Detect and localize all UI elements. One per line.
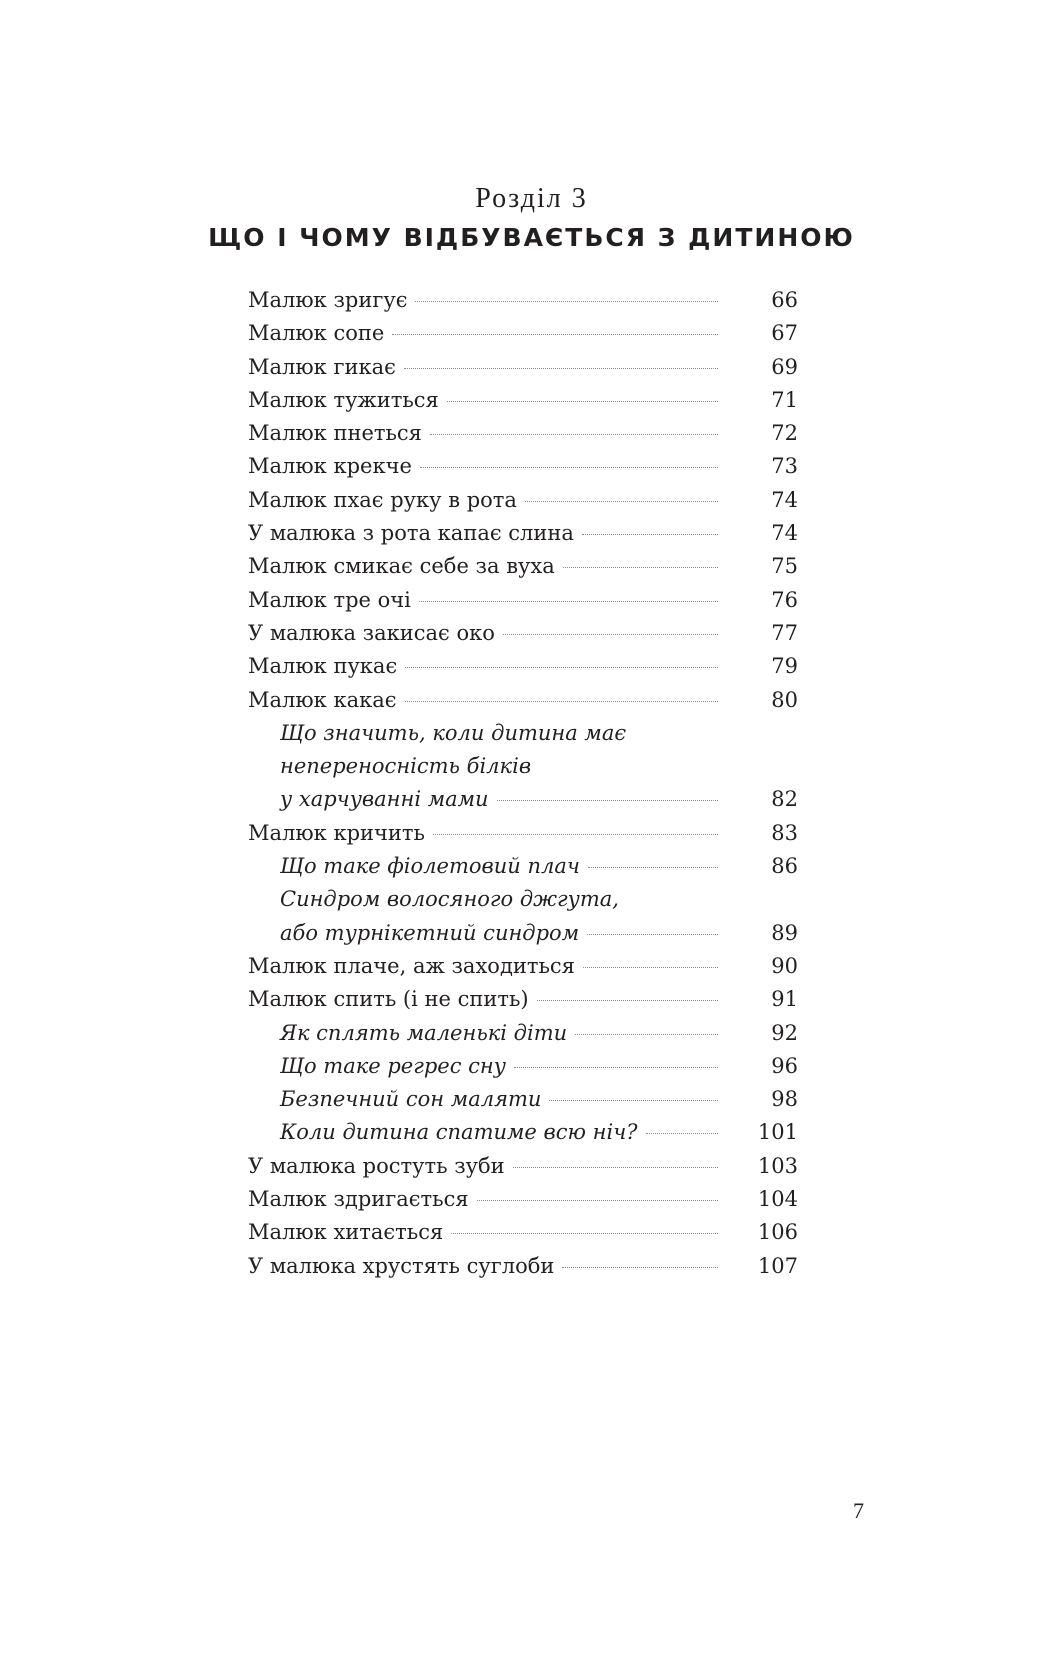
toc-entry: [248, 1150, 798, 1183]
toc-entry-page: 71: [771, 387, 798, 412]
toc-entry-title: Малюк тужиться: [248, 387, 439, 412]
dot-leader: [503, 634, 718, 635]
toc-subentry: [248, 717, 798, 750]
chapter-title: ЩО І ЧОМУ ВІДБУВАЄТЬСЯ З ДИТИНОЮ: [208, 223, 855, 252]
toc-entry-title: Малюк сопе: [248, 321, 385, 346]
toc-subentry: [248, 783, 798, 816]
toc-subentry: [248, 1083, 798, 1116]
toc-entry: [248, 584, 798, 617]
toc-entry: [248, 817, 798, 850]
toc-entry-title: Як сплять маленькі діти: [280, 1020, 568, 1045]
toc-entry-page: 96: [771, 1053, 798, 1078]
toc-entry-page: 76: [771, 587, 798, 612]
dot-leader: [588, 867, 718, 868]
toc-entry-page: 86: [771, 854, 798, 879]
toc-entry-page: 73: [771, 454, 798, 479]
toc-entry: [248, 484, 798, 517]
toc-entry-title: Малюк смикає себе за вуха: [248, 554, 555, 579]
toc-entry-page: 74: [771, 487, 798, 512]
toc-entry: [248, 517, 798, 550]
toc-entry-title: Синдром волосяного джгута,: [280, 887, 619, 912]
dot-leader: [451, 1233, 718, 1234]
dot-leader: [513, 1167, 718, 1168]
toc-entry-page: 77: [771, 620, 798, 645]
dot-leader: [497, 800, 718, 801]
dot-leader: [537, 1000, 718, 1001]
toc-entry: [248, 351, 798, 384]
toc-entry: [248, 284, 798, 317]
toc-entry-page: 103: [757, 1153, 798, 1178]
toc-subentry: [248, 850, 798, 883]
dot-leader: [562, 1267, 718, 1268]
toc-entry-page: 90: [771, 953, 798, 978]
dot-leader: [392, 334, 718, 335]
toc-entry: [248, 617, 798, 650]
toc-entry-page: 79: [771, 654, 798, 679]
dot-leader: [447, 401, 718, 402]
dot-leader: [419, 601, 718, 602]
toc-entry-page: 107: [757, 1253, 798, 1278]
toc-entry-page: 83: [771, 820, 798, 845]
toc-entry-page: 75: [771, 554, 798, 579]
dot-leader: [405, 667, 718, 668]
dot-leader: [583, 967, 718, 968]
dot-leader: [477, 1200, 718, 1201]
dot-leader: [582, 534, 718, 535]
dot-leader: [525, 501, 718, 502]
page-number: 7: [853, 1498, 864, 1523]
toc-entry-title: Малюк пнеться: [248, 421, 422, 446]
dot-leader: [646, 1133, 718, 1134]
toc-entry-page: 69: [771, 354, 798, 379]
toc-entry-page: 91: [771, 987, 798, 1012]
toc-entry-title: Малюк крекче: [248, 454, 412, 479]
toc-subentry: [248, 1017, 798, 1050]
dot-leader: [587, 934, 718, 935]
toc-entry-page: 98: [771, 1087, 798, 1112]
dot-leader: [404, 368, 718, 369]
toc-entry-title: Малюк гикає: [248, 354, 396, 379]
dot-leader: [415, 301, 718, 302]
toc-entry-title: у харчуванні мами: [280, 787, 489, 812]
toc-entry-title: Малюк кричить: [248, 820, 425, 845]
dot-leader: [433, 834, 718, 835]
toc-subentry: [248, 1050, 798, 1083]
dot-leader: [563, 567, 718, 568]
toc-subentry: [248, 883, 798, 916]
toc-entry-title: Що значить, коли дитина має: [280, 720, 627, 745]
toc-entry: [248, 684, 798, 717]
toc-entry-title: Малюк пукає: [248, 654, 398, 679]
toc-entry-page: 66: [771, 288, 798, 312]
toc-entry-title: Малюк спить (і не спить): [248, 987, 529, 1012]
toc-entry: [248, 1250, 798, 1283]
dot-leader: [405, 701, 719, 702]
toc-subentry: [248, 750, 798, 783]
toc-entry-page: 80: [771, 687, 798, 712]
toc-entry-page: 74: [771, 521, 798, 546]
toc-entry: [248, 550, 798, 583]
toc-entry-title: Малюк пхає руку в рота: [248, 487, 517, 512]
toc-entry-page: 104: [757, 1187, 798, 1212]
toc-entry: [248, 950, 798, 983]
toc-entry-page: 106: [757, 1220, 798, 1245]
dot-leader: [575, 1034, 718, 1035]
dot-leader: [420, 467, 718, 468]
toc-entry-page: 72: [771, 421, 798, 446]
toc-entry: [248, 317, 798, 350]
table-of-contents: [248, 284, 798, 1283]
chapter-label: Розділ 3: [475, 183, 588, 214]
toc-entry-page: 92: [771, 1020, 798, 1045]
toc-entry-title: Малюк зригує: [248, 288, 408, 312]
toc-entry-page: 89: [771, 920, 798, 945]
toc-entry-title: Що таке фіолетовий плач: [280, 854, 580, 879]
toc-entry-title: Малюк хитається: [248, 1220, 444, 1245]
toc-subentry: [248, 917, 798, 950]
toc-entry-title: У малюка ростуть зуби: [248, 1153, 505, 1178]
toc-entry-title: У малюка хрустять суглоби: [248, 1253, 555, 1278]
dot-leader: [430, 434, 718, 435]
toc-entry: [248, 1216, 798, 1249]
toc-entry-title: У малюка закисає око: [248, 620, 495, 645]
toc-entry-title: Малюк здригається: [248, 1187, 469, 1212]
toc-entry: [248, 417, 798, 450]
toc-entry: [248, 384, 798, 417]
toc-subentry: [248, 1116, 798, 1149]
toc-entry: [248, 650, 798, 683]
toc-entry-title: Що таке регрес сну: [280, 1053, 506, 1078]
dot-leader: [514, 1067, 718, 1068]
toc-entry: [248, 1183, 798, 1216]
toc-entry-title: або турнікетний синдром: [280, 920, 580, 945]
toc-entry-page: 101: [757, 1120, 798, 1145]
toc-entry-title: У малюка з рота капає слина: [248, 521, 574, 546]
toc-entry: [248, 983, 798, 1016]
toc-entry-title: непереносність білків: [280, 754, 532, 779]
dot-leader: [549, 1100, 718, 1101]
toc-entry-title: Безпечний сон маляти: [280, 1087, 542, 1112]
toc-entry-title: Малюк тре очі: [248, 587, 411, 612]
toc-entry-title: Малюк плаче, аж заходиться: [248, 953, 575, 978]
toc-entry-title: Коли дитина спатиме всю ніч?: [280, 1120, 638, 1145]
toc-entry-page: 67: [771, 321, 798, 346]
toc-entry-page: 82: [771, 787, 798, 812]
toc-entry: [248, 450, 798, 483]
toc-entry-title: Малюк какає: [248, 687, 397, 712]
